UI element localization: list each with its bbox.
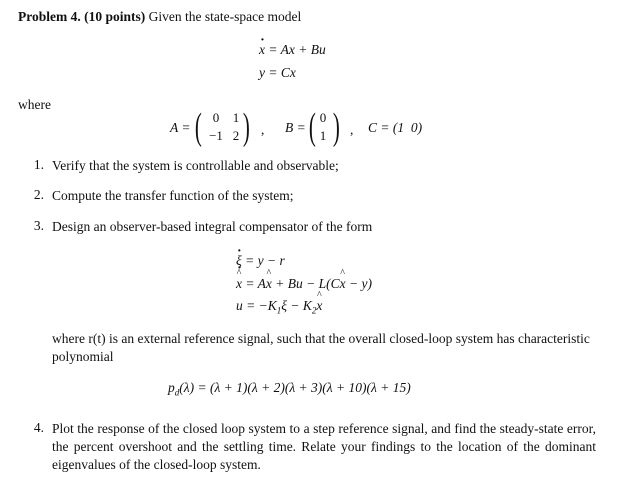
item-number: 2.	[33, 187, 44, 202]
separator: ,	[261, 122, 265, 137]
model-eq-1-rhs: = Ax + Bu	[268, 42, 326, 57]
matrix-c: C = (1 0)	[368, 120, 423, 135]
matrix-b-left-paren: (	[308, 106, 316, 148]
item-number: 3.	[33, 218, 44, 233]
matrix-a-left-paren: (	[194, 106, 202, 148]
xi-dot: ξ ·	[236, 253, 242, 269]
matrix-a-cell: 0	[212, 110, 220, 125]
x-hat: x ^	[266, 276, 272, 292]
item-text: Verify that the system is controllable and observable;	[52, 158, 339, 173]
compensator-eq-2-part: = A	[245, 276, 266, 291]
where-label: where	[18, 97, 51, 112]
model-eq-2: y = Cx	[259, 65, 296, 80]
compensator-eq-3-part: u = −K	[236, 298, 277, 313]
compensator-eq-1	[236, 253, 285, 269]
points-label: (10 points)	[84, 9, 146, 24]
matrix-a-right-paren: )	[242, 106, 250, 148]
reference-text: where r(t) is an external reference signal, such that the overall closed-loop system has characteristic polynomial	[52, 331, 590, 364]
compensator-eq-2-part: + Bu − L(C	[271, 276, 340, 291]
matrix-a-cell: 1	[232, 110, 240, 125]
polynomial-subscript: d	[174, 387, 180, 398]
item-text: Design an observer-based integral compensator of the form	[52, 219, 373, 234]
x-hat-dot: · x ^	[236, 276, 242, 292]
matrix-b-cell: 1	[319, 128, 327, 143]
problem-label: Problem 4.	[18, 9, 81, 24]
intro-text: Given the state-space model	[148, 9, 302, 24]
matrix-b-right-paren: )	[332, 106, 340, 148]
compensator-eq-3	[236, 298, 322, 316]
k2-subscript: 2	[311, 305, 317, 316]
compensator-eq-2-part: − y)	[345, 276, 372, 291]
matrix-a-cell: −1	[209, 128, 223, 143]
compensator-eq-2	[236, 276, 372, 292]
k1-subscript: 1	[276, 305, 282, 316]
model-eq-1	[259, 42, 326, 58]
x-hat: x ^	[340, 276, 346, 292]
matrix-b-cell: 0	[319, 110, 327, 125]
separator: ,	[350, 122, 354, 137]
compensator-eq-3-part: ξ − K	[281, 298, 312, 313]
item-number: 4.	[33, 420, 44, 435]
matrix-a-label: A =	[170, 120, 191, 135]
item-text: Compute the transfer function of the system;	[52, 188, 294, 203]
problem-header	[18, 9, 301, 25]
compensator-eq-1-rhs: = y − r	[245, 253, 285, 268]
matrix-a-cell: 2	[232, 128, 240, 143]
x-hat: x ^	[316, 298, 322, 314]
polynomial-lhs: p	[168, 380, 175, 395]
item-number: 1.	[33, 157, 44, 172]
x-dot: x ·	[259, 42, 265, 58]
item-text: Plot the response of the closed loop system to a step reference signal, and find the steady-state error, the percent overshoot and the settling time. Relate your findings to the location of the dominant eigenvalues of the closed-loop system.	[52, 421, 596, 472]
matrix-b-label: B =	[285, 120, 306, 135]
polynomial-rhs: (λ) = (λ + 1)(λ + 2)(λ + 3)(λ + 10)(λ + 15)	[179, 380, 411, 395]
characteristic-polynomial	[168, 380, 411, 398]
